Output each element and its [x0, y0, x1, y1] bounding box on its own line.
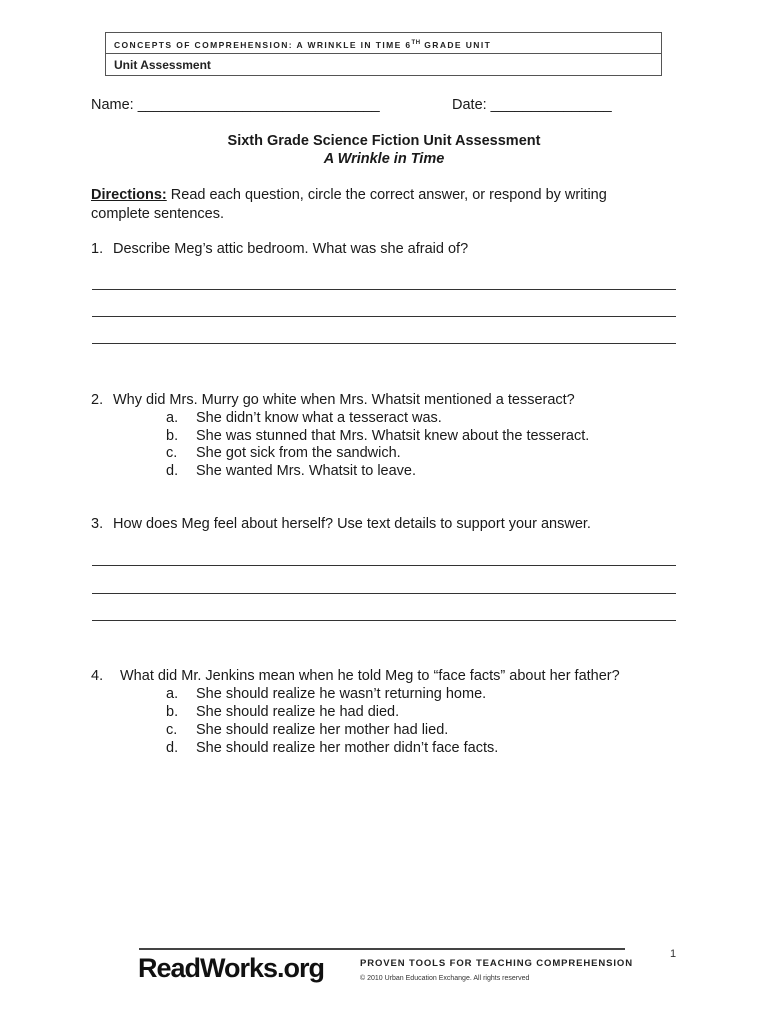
unit-title: [106, 33, 661, 54]
copyright-notice: © 2010 Urban Education Exchange. All rights reserved: [360, 975, 530, 982]
name-field[interactable]: Name: ______________________________: [91, 97, 380, 113]
question-number: 3.: [91, 516, 104, 532]
question-text: Why did Mrs. Murry go white when Mrs. Whatsit mentioned a tesseract?: [113, 392, 575, 408]
answer-line[interactable]: [92, 289, 676, 290]
option-text[interactable]: She should realize her mother had lied.: [196, 722, 449, 738]
date-field[interactable]: Date: _______________: [452, 97, 612, 113]
page-subtitle: A Wrinkle in Time: [323, 151, 445, 167]
option-text[interactable]: She wanted Mrs. Whatsit to leave.: [196, 463, 417, 479]
answer-line[interactable]: [92, 620, 676, 621]
section-label: Unit Assessment: [114, 58, 211, 72]
option-text[interactable]: She was stunned that Mrs. Whatsit knew about the tesseract.: [196, 428, 590, 444]
option-letter[interactable]: c.: [166, 722, 178, 738]
question-number: 2.: [91, 392, 104, 408]
unit-title-superscript: TH: [411, 40, 421, 46]
option-text[interactable]: She got sick from the sandwich.: [196, 445, 401, 461]
option-letter[interactable]: c.: [166, 445, 178, 461]
option-letter[interactable]: d.: [166, 463, 179, 479]
question-text: How does Meg feel about herself? Use text details to support your answer.: [113, 516, 591, 532]
option-letter[interactable]: a.: [166, 686, 179, 702]
directions-text: Read each question, circle the correct answer, or respond by writing: [166, 187, 607, 203]
option-letter[interactable]: d.: [166, 740, 179, 756]
option-text[interactable]: She should realize her mother didn’t face facts.: [196, 740, 499, 756]
question-number: 4.: [91, 668, 104, 684]
directions: [91, 186, 607, 204]
page-title: Sixth Grade Science Fiction Unit Assessment: [227, 133, 541, 149]
question-number: 1.: [91, 241, 104, 257]
directions-label: Directions:: [91, 187, 167, 203]
option-letter[interactable]: b.: [166, 428, 179, 444]
option-letter[interactable]: b.: [166, 704, 179, 720]
question-text: What did Mr. Jenkins mean when he told Meg to “face facts” about her father?: [120, 668, 620, 684]
option-text[interactable]: She should realize he wasn’t returning home.: [196, 686, 487, 702]
readworks-logo: ReadWorks.org: [138, 953, 325, 983]
footer-tagline: PROVEN TOOLS FOR TEACHING COMPREHENSION: [360, 958, 633, 969]
answer-line[interactable]: [92, 343, 676, 344]
page-number: 1: [670, 948, 677, 960]
footer-divider: [139, 948, 625, 950]
question-text: Describe Meg’s attic bedroom. What was she afraid of?: [113, 241, 469, 257]
option-text[interactable]: She should realize he had died.: [196, 704, 400, 720]
directions-text-line2: complete sentences.: [91, 206, 224, 222]
option-letter[interactable]: a.: [166, 410, 179, 426]
answer-line[interactable]: [92, 565, 676, 566]
unit-header-box: [105, 32, 662, 76]
answer-line[interactable]: [92, 316, 676, 317]
option-text[interactable]: She didn’t know what a tesseract was.: [196, 410, 442, 426]
unit-title-text-end: GRADE UNIT: [420, 39, 492, 50]
unit-title-text: CONCEPTS OF COMPREHENSION: A WRINKLE IN TIME 6: [114, 39, 412, 50]
answer-line[interactable]: [92, 593, 676, 594]
